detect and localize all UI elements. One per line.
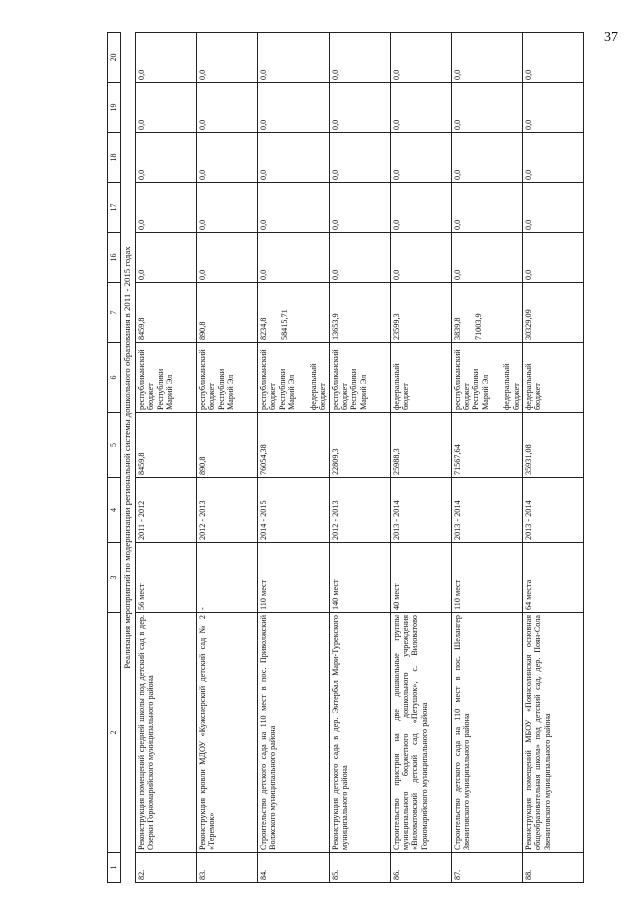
table-row: [523, 33, 584, 883]
value-col-16: 0,0: [136, 233, 197, 283]
value-col-17: 0,0: [390, 183, 451, 233]
value-col-16: 0,0: [197, 233, 258, 283]
funding-source-primary: республиканский бюджет Республики Марий Эл: [198, 349, 236, 410]
funding-value-primary: 23599,3: [391, 313, 401, 340]
measure-name: Реконструкция помещений МБОУ «Поянсолинская основная общеобразовательная школа» под детский сад, дер. Поян-Сола Звениговского муниципального района: [523, 613, 584, 853]
funding-source-cell: [523, 343, 584, 413]
row-number: 86.: [390, 853, 451, 883]
cost-cell: 76054,38: [258, 413, 330, 478]
funding-source-cell: [390, 343, 451, 413]
period-cell: 2013 - 2014: [451, 478, 523, 543]
col-header: 3: [108, 543, 121, 613]
capacity-cell: 40 мест: [390, 543, 451, 613]
value-col-20: 0,0: [136, 33, 197, 83]
table-row: [329, 33, 390, 883]
value-col-17: 0,0: [523, 183, 584, 233]
value-col-19: 0,0: [258, 83, 330, 133]
funding-value-primary: 3839,8: [452, 317, 462, 340]
value-col-19: 0,0: [197, 83, 258, 133]
funding-value-primary: 8459,8: [137, 317, 146, 340]
funding-value-primary: 30329,09: [524, 309, 534, 340]
cost-cell: 25988,3: [390, 413, 451, 478]
funding-source-primary: республиканский бюджет Республики Марий Эл: [330, 349, 368, 410]
page-number: 37: [604, 30, 618, 45]
value-col-17: 0,0: [197, 183, 258, 233]
measure-name: Реконструкция кровли МДОУ «Кужснерский детский сад № 2 «Теремок»: [197, 613, 258, 853]
funding-source-primary: федеральный бюджет: [391, 363, 410, 410]
section-title: Реализация мероприятий по модернизации региональной системы дошкольного образования в 2011 - 2015 годах: [121, 33, 136, 883]
value-col-17: 0,0: [136, 183, 197, 233]
funding-value-secondary: 71003,9: [473, 313, 483, 340]
col-header: 19: [108, 83, 121, 133]
value-col-17: 0,0: [451, 183, 523, 233]
funding-value-cell: [258, 283, 330, 343]
value-col-19: 0,0: [136, 83, 197, 133]
period-cell: 2012 - 2013: [329, 478, 390, 543]
col-header: 7: [108, 283, 121, 343]
funding-source-primary: республиканский бюджет Республики Марий Эл: [259, 349, 297, 410]
col-header: 17: [108, 183, 121, 233]
funding-source-primary: республиканский бюджет Республики Марий Эл: [452, 349, 490, 410]
value-col-20: 0,0: [197, 33, 258, 83]
cost-cell: 71567,64: [451, 413, 523, 478]
col-header: 20: [108, 33, 121, 83]
value-col-18: 0,0: [329, 133, 390, 183]
table-row: [136, 33, 197, 883]
row-number: 87.: [451, 853, 523, 883]
row-number: 84.: [258, 853, 330, 883]
value-col-18: 0,0: [523, 133, 584, 183]
funding-value-cell: [329, 283, 390, 343]
period-cell: 2013 - 2014: [390, 478, 451, 543]
period-cell: 2014 - 2015: [258, 478, 330, 543]
value-col-20: 0,0: [451, 33, 523, 83]
funding-source-cell: [451, 343, 523, 413]
funding-value-cell: [390, 283, 451, 343]
funding-value-cell: [136, 283, 197, 343]
value-col-17: 0,0: [329, 183, 390, 233]
value-col-16: 0,0: [390, 233, 451, 283]
value-col-20: 0,0: [390, 33, 451, 83]
period-cell: 2011 - 2012: [136, 478, 197, 543]
cost-cell: 22809,3: [329, 413, 390, 478]
capacity-cell: -: [197, 543, 258, 613]
measure-name: Реконструкция детского сада в дер. Энтербал Мари-Турекского муниципального района: [329, 613, 390, 853]
row-number: 82.: [136, 853, 197, 883]
capacity-cell: 140 мест: [329, 543, 390, 613]
col-header: 1: [108, 853, 121, 883]
rotated-table-area: [107, 33, 611, 883]
capacity-cell: 64 места: [523, 543, 584, 613]
table-row: [258, 33, 330, 883]
table-row: [197, 33, 258, 883]
capacity-cell: 110 мест: [258, 543, 330, 613]
measure-name: Строительство детского сада на 110 мест в пос. Шелангер Звениговского муниципального района: [451, 613, 523, 853]
funding-source-primary: республиканский бюджет Республики Марий Эл: [137, 349, 175, 410]
measure-name: Строительство пристроя на две дошкольные группы муниципального бюджетного дошкольного учреждения «Виловатовский детский сад «Петушок», с. Виловатово Горномарийского муниципального района: [390, 613, 451, 853]
value-col-19: 0,0: [390, 83, 451, 133]
funding-source-cell: [136, 343, 197, 413]
funding-value-cell: [451, 283, 523, 343]
value-col-18: 0,0: [390, 133, 451, 183]
value-col-16: 0,0: [451, 233, 523, 283]
table-row: [451, 33, 523, 883]
cost-cell: 8459,8: [136, 413, 197, 478]
col-header: 5: [108, 413, 121, 478]
funding-source-secondary: федеральный бюджет: [502, 363, 521, 410]
value-col-20: 0,0: [329, 33, 390, 83]
value-col-18: 0,0: [451, 133, 523, 183]
capacity-cell: 56 мест: [136, 543, 197, 613]
value-col-18: 0,0: [136, 133, 197, 183]
value-col-19: 0,0: [523, 83, 584, 133]
value-col-19: 0,0: [451, 83, 523, 133]
funding-value-cell: [197, 283, 258, 343]
capacity-cell: 110 мест: [451, 543, 523, 613]
funding-source-primary: федеральный бюджет: [524, 363, 543, 410]
value-col-18: 0,0: [258, 133, 330, 183]
value-col-16: 0,0: [258, 233, 330, 283]
funding-value-cell: [523, 283, 584, 343]
funding-source-cell: [258, 343, 330, 413]
col-header: 4: [108, 478, 121, 543]
header-row: [108, 33, 121, 883]
table-row: [390, 33, 451, 883]
funding-value-primary: 890,8: [198, 321, 207, 340]
value-col-18: 0,0: [197, 133, 258, 183]
value-col-16: 0,0: [329, 233, 390, 283]
cost-cell: 890,8: [197, 413, 258, 478]
measure-name: Строительство детского сада на 110 мест в пос. Приволжский Волжского муниципального района: [258, 613, 330, 853]
row-number: 85.: [329, 853, 390, 883]
period-cell: 2012 - 2013: [197, 478, 258, 543]
value-col-20: 0,0: [258, 33, 330, 83]
value-col-20: 0,0: [523, 33, 584, 83]
funding-value-primary: 8234,8: [259, 317, 268, 340]
value-col-19: 0,0: [329, 83, 390, 133]
value-col-16: 0,0: [523, 233, 584, 283]
col-header: 2: [108, 613, 121, 853]
funding-value-secondary: 58415,71: [280, 309, 290, 340]
funding-source-cell: [329, 343, 390, 413]
cost-cell: 35931,08: [523, 413, 584, 478]
measure-name: Реконструкция помещений средней школы под детский сад в дер. Озерки Горномарийского муниципального района: [136, 613, 197, 853]
row-number: 88.: [523, 853, 584, 883]
funding-source-secondary: федеральный бюджет: [308, 363, 328, 410]
col-header: 16: [108, 233, 121, 283]
period-cell: 2013 - 2014: [523, 478, 584, 543]
col-header: 18: [108, 133, 121, 183]
value-col-17: 0,0: [258, 183, 330, 233]
row-number: 83.: [197, 853, 258, 883]
col-header: 6: [108, 343, 121, 413]
measures-table: [107, 32, 584, 883]
funding-source-cell: [197, 343, 258, 413]
funding-value-primary: 13653,9: [330, 313, 340, 340]
